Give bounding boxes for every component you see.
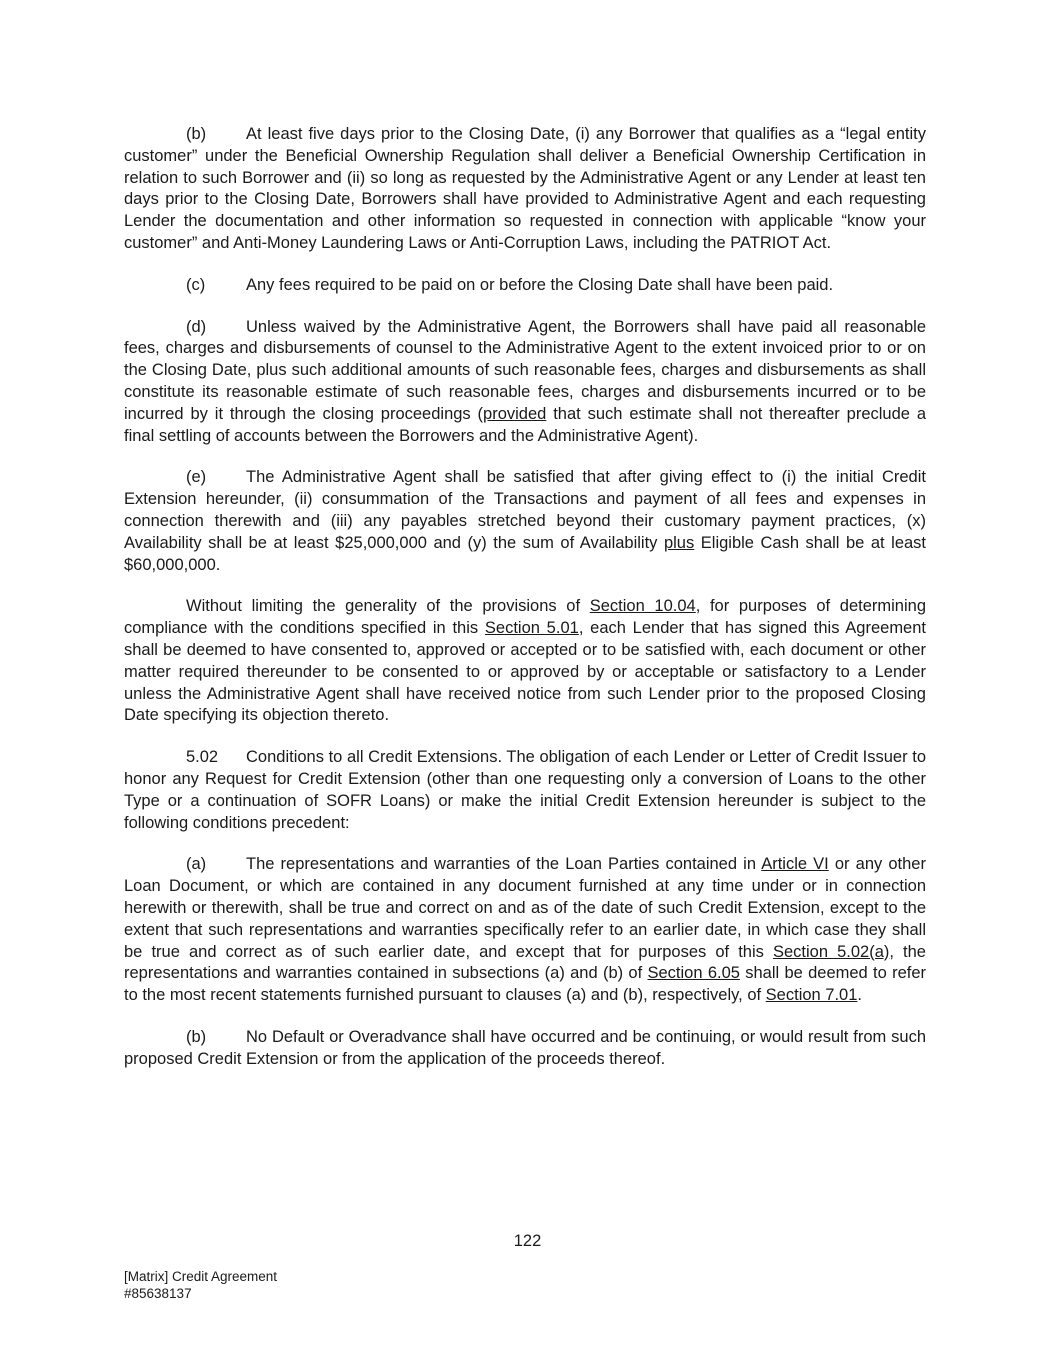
paragraph-text: , the representations and warranties contained in subsections (a) and (b) of <box>124 942 926 983</box>
paragraph <box>124 124 926 255</box>
paragraph-label: (d) <box>186 317 207 336</box>
cross-reference: Section 5.02(a) <box>772 942 890 961</box>
cross-reference: plus <box>663 533 695 552</box>
paragraph-text: shall be deemed to refer to the most recent statements furnished pursuant to clauses (a) and (b), respectively, of <box>124 964 927 1005</box>
paragraph-text: At least five days prior to the Closing Date, (i) any Borrower that qualifies as a “legal entity customer” under the Beneficial Ownership Regulation shall deliver a Beneficial Ownership Certification in relation to such Borrower and (ii) so long as requested by the Administrative Agent or any Lender at least ten days prior to the Closing Date, Borrowers shall have provided to Administrative Agent and each requesting Lender the documentation and other information so requested in connection with applicable “know your customer” and Anti-Money Laundering Laws or Anti-Corruption Laws, including the PATRIOT Act. <box>124 125 926 252</box>
paragraph <box>124 747 926 834</box>
paragraph <box>124 467 926 576</box>
cross-reference: Section 7.01 <box>765 986 858 1005</box>
footer-title: [Matrix] Credit Agreement <box>124 1269 278 1284</box>
paragraph <box>124 317 926 448</box>
paragraph-text: that such estimate shall not thereafter preclude a final settling of accounts between the Borrowers and the Administrative Agent). <box>124 404 927 445</box>
cross-reference: Section 10.04 <box>589 597 696 616</box>
paragraph-text: Unless waived by the Administrative Agent, the Borrowers shall have paid all reasonable fees, charges and disbursements of counsel to the Administrative Agent to the extent invoiced prior to or on the Closing Date, plus such additional amounts of such reasonable fees, charges and disbursements as shall constitute its reasonable estimate of such reasonable fees, charges and disbursements incurred or to be incurred by it through the closing proceedings ( <box>124 317 926 423</box>
paragraph-text: Without limiting the generality of the provisions of <box>186 597 590 616</box>
page-number: 122 <box>513 1232 542 1250</box>
paragraph-label: (a) <box>186 855 207 874</box>
paragraph-label: (b) <box>186 1027 207 1046</box>
footer-doc-id: #85638137 <box>124 1286 192 1301</box>
paragraph-text: , for purposes of determining compliance with the conditions specified in this <box>124 597 926 638</box>
section-heading: Conditions to all Credit Extensions. <box>246 748 503 767</box>
document-footer <box>124 1268 277 1302</box>
paragraph-label: (b) <box>186 125 207 143</box>
paragraph-text: , each Lender that has signed this Agreement shall be deemed to have consented to, approved or accepted or to be satisfied with, each document or other matter required thereunder to be consented to or approved by or acceptable or satisfactory to a Lender unless the Administrative Agent shall have received notice from such Lender prior to the proposed Closing Date specifying its objection thereto. <box>124 619 926 725</box>
paragraph-label: (c) <box>186 275 206 294</box>
cross-reference: provided <box>483 404 547 423</box>
paragraph-text: No Default or Overadvance shall have occurred and be continuing, or would result from such proposed Credit Extension or from the application of the proceeds thereof. <box>124 1027 926 1068</box>
document-body <box>124 124 926 1090</box>
cross-reference: Article VI <box>761 855 829 874</box>
paragraph <box>124 275 926 297</box>
paragraph <box>124 1027 926 1071</box>
paragraph-label: 5.02 <box>186 748 219 767</box>
paragraph-text: Eligible Cash shall be at least $60,000,000. <box>124 533 927 574</box>
paragraph-text: Any fees required to be paid on or before the Closing Date shall have been paid. <box>246 275 834 294</box>
paragraph-label: (e) <box>186 468 207 487</box>
paragraph <box>124 596 926 727</box>
cross-reference: Section 5.01 <box>484 619 579 638</box>
paragraph-text: The representations and warranties of the Loan Parties contained in <box>246 855 762 874</box>
cross-reference: Section 6.05 <box>647 964 740 983</box>
paragraph <box>124 854 926 1007</box>
paragraph-text: The obligation of each Lender or Letter of Credit Issuer to honor any Request for Credit Extension (other than one requesting only a conversion of Loans to the other Type or a continuation of SOFR Loans) or make the initial Credit Extension hereunder is subject to the following conditions precedent: <box>124 748 926 832</box>
paragraph-text: The Administrative Agent shall be satisfied that after giving effect to (i) the initial Credit Extension hereunder, (ii) consummation of the Transactions and payment of all fees and expenses in connection therewith and (iii) any payables stretched beyond their customary payment practices, (x) Availability shall be at least $25,000,000 and (y) the sum of Availability <box>124 468 926 552</box>
paragraph-text: . <box>857 986 862 1005</box>
paragraph-text: or any other Loan Document, or which are contained in any document furnished at any time under or in connection herewith or therewith, shall be true and correct on and as of the date of such Credit Extension, except to the extent that such representations and warranties specifically refer to an earlier date, in which case they shall be true and correct as of such earlier date, and except that for purposes of this <box>124 855 926 961</box>
